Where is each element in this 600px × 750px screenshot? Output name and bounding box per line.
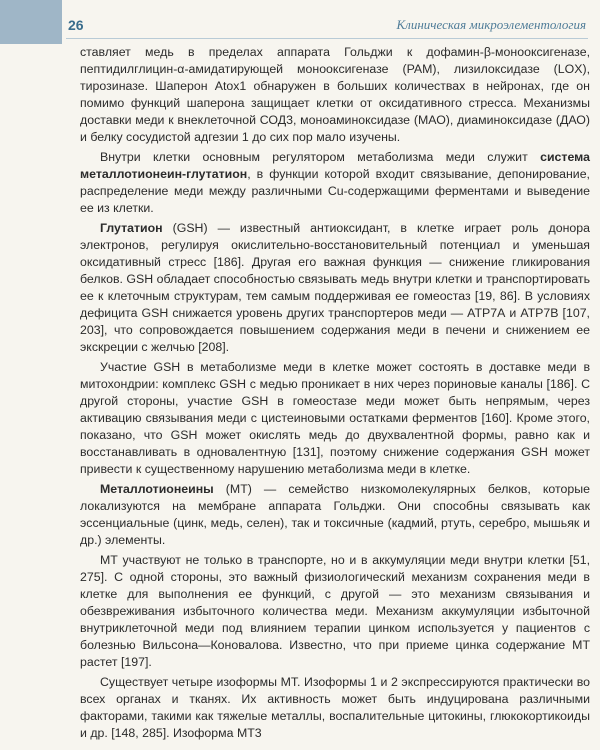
paragraph-2-rest: , в функции которой входит связывание, депонирование, распределение меди между различными Cu-содержащими ферментами и выведение ее из клетки.	[80, 167, 590, 215]
paragraph-4	[80, 359, 590, 478]
paragraph-5	[80, 481, 590, 549]
paragraph-7-text: Существует четыре изоформы МТ. Изоформы 1 и 2 экспрессируются практически во всех органах и тканях. Их активность может быть индуцирована различными факторами, такими как тяжелые металлы, воспалительные цитокины, глюкокортикоиды и др. [148, 285]. Изоформа МТ3	[80, 675, 590, 740]
paragraph-4-text: Участие GSH в метаболизме меди в клетке может состоять в доставке меди в митохондрии: комплекс GSH с медью проникает в них через пориновые каналы [186]. С другой стороны, участие GSH в гомеостазе меди может быть непрямым, через активацию связывания меди с цистеиновыми остатками ферментов [160]. Кроме этого, показано, что GSH может окислять медь до двухвалентной формы, равно как и восстанавливать в одновалентную [131], поэтому снижение содержания GSH может привести к существенному нарушению метаболизма меди в клетке.	[80, 360, 590, 476]
paragraph-1	[80, 44, 590, 146]
page-header	[68, 12, 586, 38]
left-margin-strip	[0, 0, 62, 750]
paragraph-2	[80, 149, 590, 217]
paragraph-2-lead: Внутри клетки основным регулятором метаболизма меди служит	[100, 150, 541, 164]
paragraph-1-text: ставляет медь в пределах аппарата Гольджи к дофамин-β-монооксигеназе, пептидилглицин-α-амидатирующей монооксигеназе (PAM), лизилоксидазе (LOX), тирозиназе. Шаперон Atox1 обнаружен в больших количествах в нейронах, где он помимо функций шаперона защищает клетки от оксидативного стресса. Механизмы доставки меди к внеклеточной СОД3, моноаминоксидазе (МАО), диаминоксидазе (ДАО) и белку сосудистой адгезии 1 до сих пор мало изучены.	[80, 45, 590, 144]
term-metallothioneins: Металлотионеины	[100, 482, 214, 496]
page-number: 26	[68, 17, 84, 33]
term-system: система металлотионеин-глутатион	[80, 150, 590, 181]
paragraph-6-text: МТ участвуют не только в транспорте, но и в аккумуляции меди внутри клетки [51, 275]. С одной стороны, это важный физиологический механизм сохранения меди в клетке для выполнения ее функций, с другой — это механизм связывания и обезвреживания избыточного количества меди. Механизм аккумуляции избыточной внутриклеточной меди под влиянием терапии цинком используется у пациентов с болезнью Вильсона—Коновалова. Известно, что при приеме цинка содержание МТ растет [197].	[80, 553, 590, 669]
paragraph-6	[80, 552, 590, 671]
section-color-tab	[0, 0, 62, 44]
running-title: Клиническая микроэлементология	[396, 17, 586, 32]
term-glutathione: Глутатион	[100, 221, 163, 235]
paragraph-7	[80, 674, 590, 742]
paragraph-5-rest: (МТ) — семейство низкомолекулярных белков, которые локализуются на мембране аппарата Гольджи. Они способны связывать как эссенциальные (цинк, медь, селен), так и токсичные (кадмий, ртуть, серебро, мышьяк и др.) элементы.	[80, 482, 590, 547]
paragraph-3	[80, 220, 590, 356]
paragraph-3-rest: (GSH) — известный антиоксидант, в клетке играет роль донора электронов, регулируя окислительно-восстановительный потенциал и уменьшая оксидативный стресс [186]. Другая его важная функция — снижение гликирования белков. GSH обладает способностью связывать медь внутри клетки и транспортировать ее к клеточным структурам, тем самым поддерживая ее гомеостаз [19, 86]. В условиях дефицита GSH снижается уровень других транспортеров меди — АТР7А и АТР7В [107, 203], что сопровождается повышением содержания меди в печени и снижением ее экскреции с желчью [208].	[80, 221, 590, 354]
body-text	[80, 44, 590, 745]
header-rule	[66, 38, 588, 39]
